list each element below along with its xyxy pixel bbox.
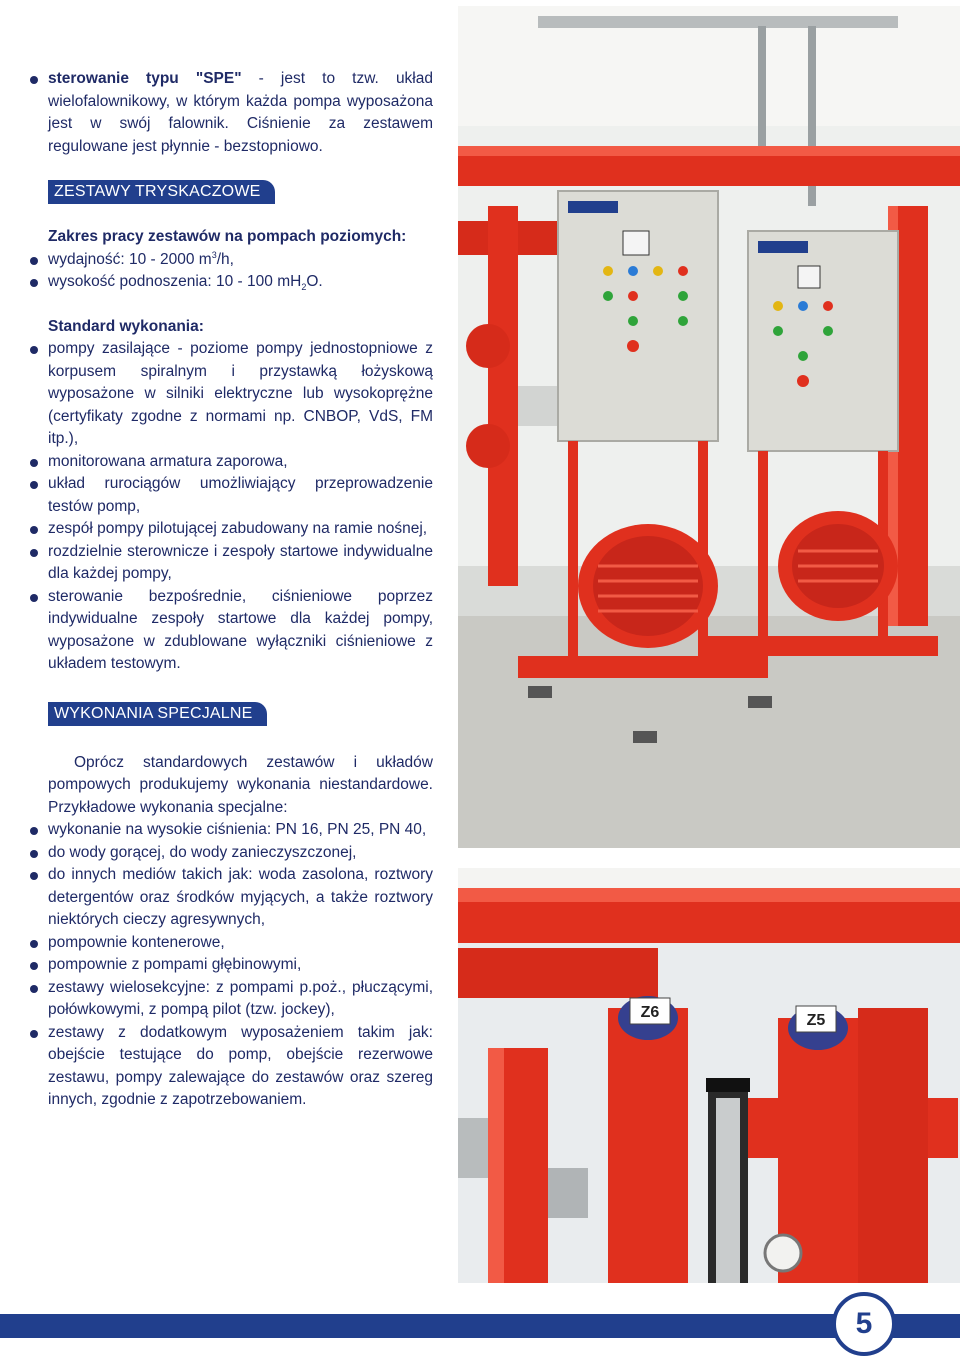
section-heading-special: WYKONANIA SPECJALNE	[48, 702, 267, 726]
section-heading-sprinkler: ZESTAWY TRYSKACZOWE	[48, 180, 275, 204]
special-item: pompownie z pompami głębinowymi,	[30, 954, 433, 977]
intro-text: - jest to tzw. układ wielofalownikowy, w którym każda pompa wyposażona jest w swój falownik. Ciśnienie za zestawem regulowane jest płynnie - bezstopniowo.	[48, 70, 433, 155]
special-intro: Oprócz standardowych zestawów i układów pompowych produkujemy wykonania niestandardowe. Przykładowe wykonania specjalne:	[48, 753, 433, 816]
standard-item: układ rurociągów umożliwiający przeprowadzenie testów pomp,	[30, 473, 433, 518]
photo-pump-station	[458, 868, 960, 1283]
special-item: do innych mediów takich jak: woda zasolona, roztwory detergentów oraz środków myjących, a także roztwory niektórych cieczy agresywnych,	[30, 864, 433, 932]
special-item: do wody gorącej, do wody zanieczyszczonej,	[30, 842, 433, 865]
special-item: wykonanie na wysokie ciśnienia: PN 16, PN 25, PN 40,	[30, 819, 433, 842]
text-column	[30, 68, 433, 1112]
tag-z5: Z5	[806, 1012, 826, 1029]
special-item: zestawy wielosekcyjne: z pompami p.poż., płuczącymi, połówkowymi, z pompą pilot (tzw. jockey),	[30, 977, 433, 1022]
intro-bullet	[30, 68, 433, 158]
standard-item: rozdzielnie sterownicze i zespoły startowe indywidualne dla każdej pompy,	[30, 541, 433, 586]
footer-bar	[0, 1314, 960, 1338]
photo-pump-station-image	[458, 868, 960, 1283]
standard-item: monitorowana armatura zaporowa,	[30, 451, 433, 474]
tag-z6: Z6	[640, 1004, 660, 1021]
range-item: wydajność: 10 - 2000 $m^3/h$,	[30, 249, 433, 272]
special-item: pompownie kontenerowe,	[30, 932, 433, 955]
standard-item: sterowanie bezpośrednie, ciśnieniowe poprzez indywidualne zespoły startowe dla każdej pompy, wyposażone w zdublowane wyłączniki ciśnieniowe z układem testowym.	[30, 586, 433, 676]
photo-pump-set	[458, 6, 960, 848]
range-item: wysokość podnoszenia: 10 - 100 $mH_2O$.	[30, 271, 433, 294]
intro-bold: sterowanie typu "SPE"	[48, 70, 242, 87]
standard-item: pompy zasilające - poziome pompy jednostopniowe z korpusem spiralnym i przystawką łożyskową wyposażone w silniki elektryczne lub wysokoprężne (certyfikaty zgodne z normami np. CNBOP, VdS, FM itp.),	[30, 338, 433, 451]
photo-pump-set-image	[458, 6, 960, 848]
standard-title: Standard wykonania:	[48, 317, 204, 335]
standard-item: zespół pompy pilotującej zabudowany na ramie nośnej,	[30, 518, 433, 541]
range-title: Zakres pracy zestawów na pompach poziomych:	[48, 228, 407, 245]
special-item: zestawy z dodatkowym wyposażeniem takim jak: obejście testujące do pomp, obejście rezerwowe zestawu, pompy zalewające do zestawów oraz szereg innych, zgodnie z zapotrzebowaniem.	[30, 1022, 433, 1112]
page-number: 5	[832, 1292, 896, 1356]
